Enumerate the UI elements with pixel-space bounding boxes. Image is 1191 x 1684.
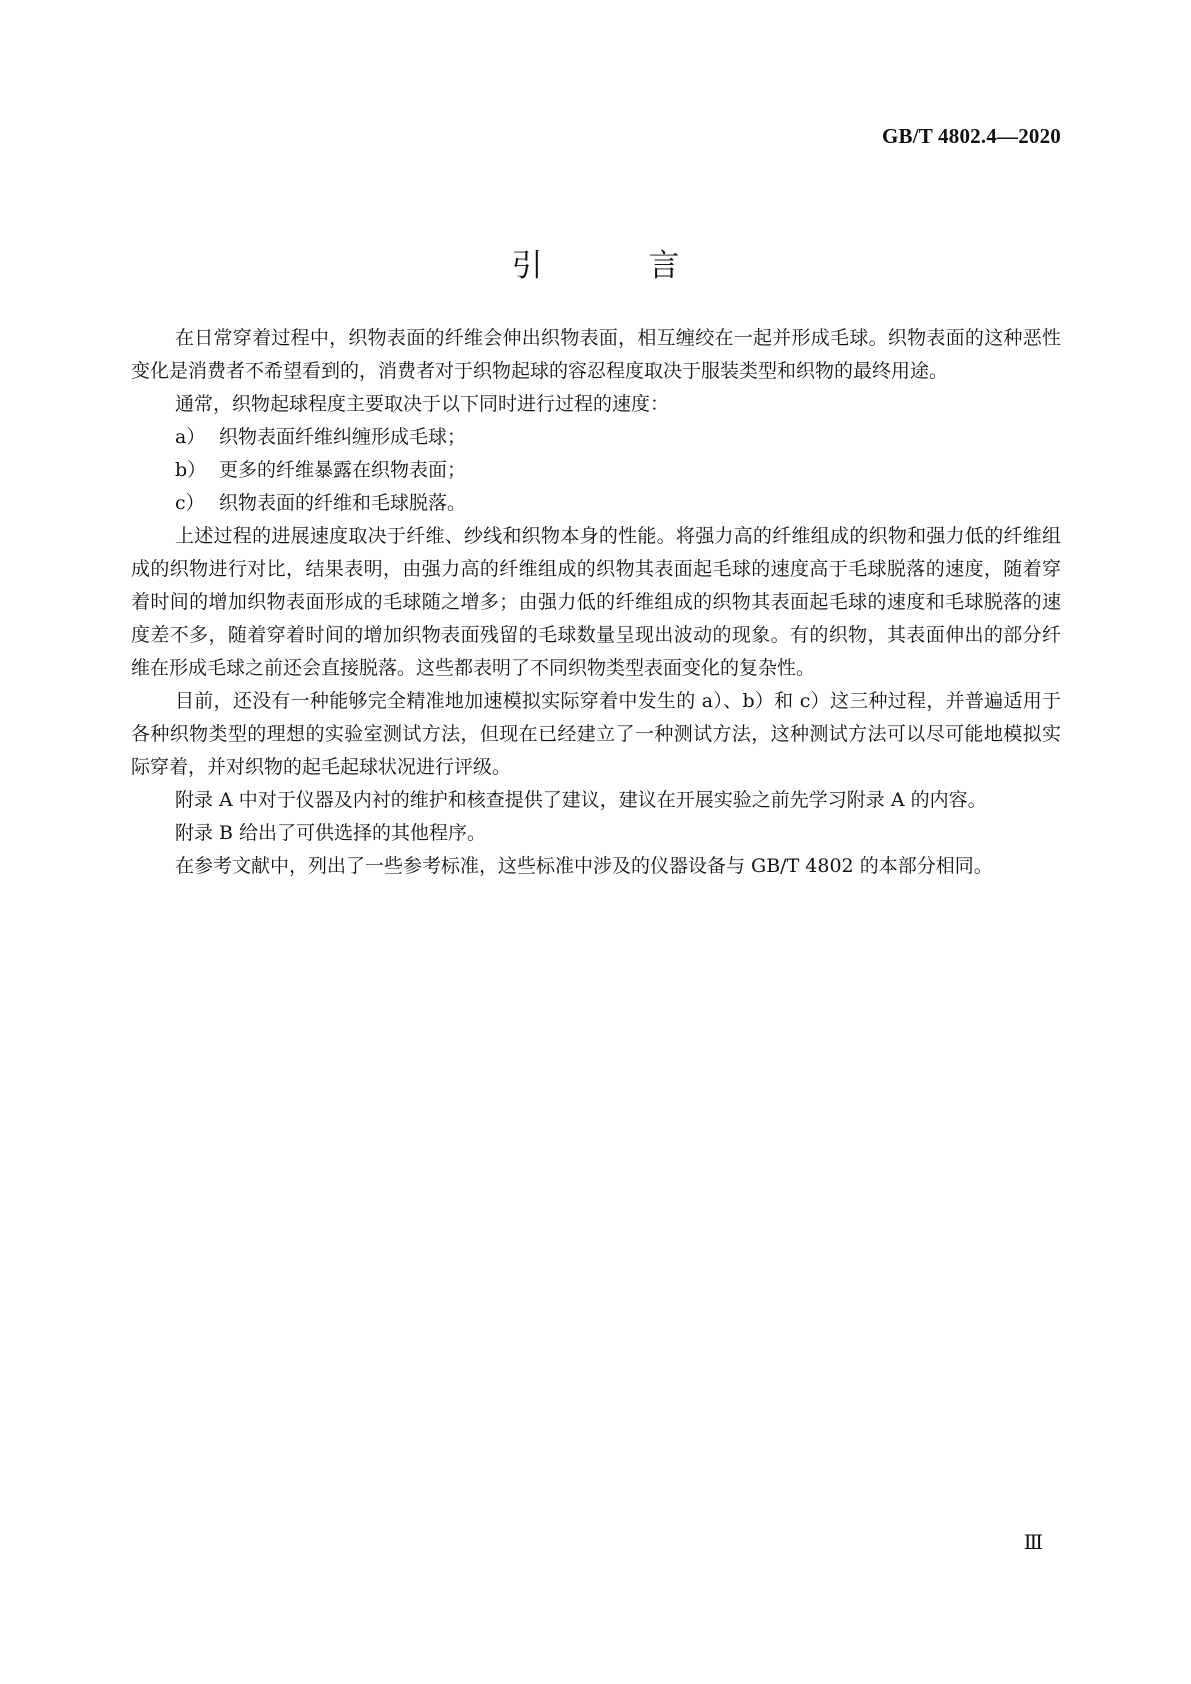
paragraph-test-method: 目前，还没有一种能够完全精准地加速模拟实际穿着中发生的 a）、b）和 c）这三种过程，并普遍适用于各种织物类型的理想的实验室测试方法，但现在已经建立了一种测试方法，这种测试方法可以尽可能地模拟实际穿着，并对织物的起毛起球状况进行评级。 (131, 690, 1061, 778)
paragraph-pilling-factors-intro: 通常，织物起球程度主要取决于以下同时进行过程的速度： (175, 393, 670, 415)
document-number: GB/T 4802.4—2020 (881, 124, 1061, 148)
page-number: Ⅲ (1023, 1532, 1043, 1554)
list-marker-b: b） (175, 459, 207, 481)
list-text-b: 更多的纤维暴露在织物表面； (219, 459, 467, 481)
list-item (131, 454, 1061, 487)
paragraph-fiber-strength-comparison: 上述过程的进展速度取决于纤维、纱线和织物本身的性能。将强力高的纤维组成的织物和强力低的纤维组成的织物进行对比，结果表明，由强力高的纤维组成的织物其表面起毛球的速度高于毛球脱落的速度，随着穿着时间的增加织物表面形成的毛球随之增多；由强力低的纤维组成的织物其表面起毛球的速度和毛球脱落的速度差不多，随着穿着时间的增加织物表面残留的毛球数量呈现出波动的现象。有的织物，其表面伸出的部分纤维在形成毛球之前还会直接脱落。这些都表明了不同织物类型表面变化的复杂性。 (131, 525, 1061, 679)
list-text-c: 织物表面的纤维和毛球脱落。 (219, 492, 467, 514)
paragraph-annex-b: 附录 B 给出了可供选择的其他程序。 (175, 822, 487, 844)
introduction-body (131, 322, 1061, 883)
paragraph-pilling-definition: 在日常穿着过程中，织物表面的纤维会伸出织物表面，相互缠绞在一起并形成毛球。织物表面的这种恶性变化是消费者不希望看到的，消费者对于织物起球的容忍程度取决于服装类型和织物的最终用途。 (131, 327, 1061, 382)
list-marker-c: c） (175, 492, 205, 514)
page-title: 引 言 (511, 247, 728, 284)
paragraph-references: 在参考文献中，列出了一些参考标准，这些标准中涉及的仪器设备与 GB/T 4802 的本部分相同。 (175, 855, 993, 877)
list-item (131, 487, 1061, 520)
list-marker-a: a） (175, 426, 206, 448)
paragraph-annex-a: 附录 A 中对于仪器及内衬的维护和核查提供了建议，建议在开展实验之前先学习附录 A 的内容。 (175, 789, 987, 811)
list-item (131, 421, 1061, 454)
list-text-a: 织物表面纤维纠缠形成毛球； (219, 426, 467, 448)
